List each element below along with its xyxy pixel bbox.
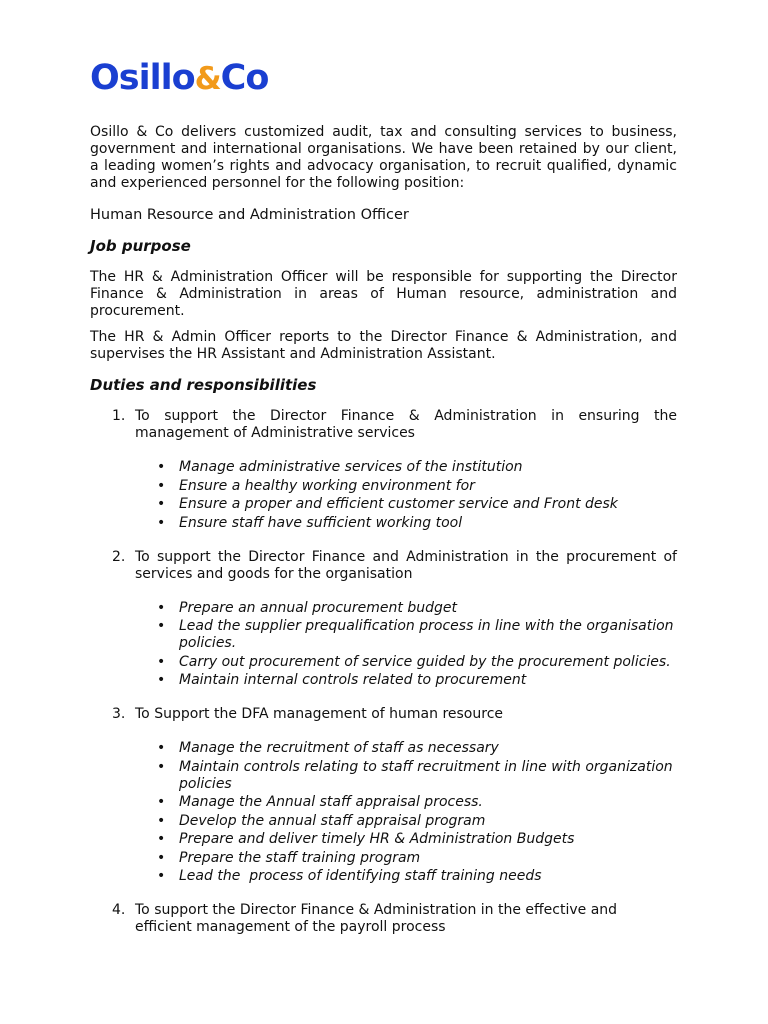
- position-title: Human Resource and Administration Officer: [90, 207, 409, 223]
- bullet-icon: •: [157, 618, 166, 634]
- duty-number: 2.: [112, 548, 126, 565]
- bullet-icon: •: [157, 868, 166, 884]
- bullet-icon: •: [157, 794, 166, 810]
- bullet-icon: •: [157, 477, 166, 494]
- list-item: • Carry out procurement of service guided by the procurement policies.: [157, 653, 671, 670]
- duty-text: To support the Director Finance & Administration in the effective and efficient management of the payroll process: [135, 902, 618, 935]
- duties-list: [90, 408, 677, 936]
- logo-ampersand: &: [194, 61, 221, 97]
- duty-number: 1.: [112, 408, 126, 424]
- duty-item-3: [90, 706, 677, 885]
- list-item: • Lead the process of identifying staff training needs: [157, 868, 542, 884]
- list-item: • Maintain internal controls related to procurement: [157, 672, 527, 688]
- duties-heading: Duties and responsibilities: [90, 376, 317, 394]
- bullet-icon: •: [157, 812, 166, 829]
- duty-number: 4.: [112, 902, 126, 918]
- bullet-icon: •: [157, 459, 166, 475]
- duty-text: To support the Director Finance & Administration in ensuring the management of Administrative services: [135, 408, 677, 441]
- list-item: • Prepare an annual procurement budget: [157, 599, 457, 616]
- list-item: • Maintain controls relating to staff recruitment in line with organization policies: [157, 758, 673, 792]
- list-item: • Manage the recruitment of staff as necessary: [157, 740, 499, 756]
- job-purpose-paragraph-2: The HR & Admin Officer reports to the Director Finance & Administration, and supervises the HR Assistant and Administration Assistant.: [90, 329, 677, 362]
- duty-text: To Support the DFA management of human resource: [135, 706, 503, 722]
- list-item: • Lead the supplier prequalification process in line with the organisation policies.: [157, 618, 674, 651]
- bullet-icon: •: [157, 672, 166, 688]
- intro-paragraph: Osillo & Co delivers customized audit, tax and consulting services to business, government and international organisations. We have been retained by our client, a leading women’s rights and advocacy organisation, to recruit qualified, dynamic and experienced personnel for the following position:: [90, 124, 677, 191]
- bullet-icon: •: [157, 599, 166, 616]
- bullet-icon: •: [157, 849, 166, 866]
- document-body: [90, 124, 677, 953]
- job-purpose-paragraph-1: The HR & Administration Officer will be responsible for supporting the Director Finance & Administration in areas of Human resource, administration and procurement.: [90, 269, 677, 319]
- duty-item-4: [90, 902, 677, 936]
- list-item: • Manage administrative services of the institution: [157, 459, 523, 475]
- bullet-icon: •: [157, 514, 166, 531]
- duty-item-2: [90, 549, 677, 690]
- duty-item-1: [90, 408, 677, 532]
- bullet-icon: •: [157, 740, 166, 756]
- bullet-icon: •: [157, 653, 166, 670]
- duty-text: To support the Director Finance and Administration in the procurement of services and goods for the organisation: [135, 548, 677, 582]
- bullet-icon: •: [157, 496, 166, 512]
- task-list: [135, 600, 677, 690]
- bullet-icon: •: [157, 831, 166, 847]
- list-item: • Prepare and deliver timely HR & Administration Budgets: [157, 831, 575, 847]
- duty-number: 3.: [112, 706, 126, 722]
- job-purpose-heading: Job purpose: [90, 237, 191, 255]
- list-item: • Ensure staff have sufficient working tool: [157, 514, 463, 531]
- list-item: • Develop the annual staff appraisal program: [157, 812, 486, 829]
- task-list: [135, 459, 677, 532]
- list-item: • Ensure a healthy working environment for: [157, 477, 475, 494]
- bullet-icon: •: [157, 758, 166, 775]
- logo-text-osillo: Osillo: [90, 58, 195, 98]
- company-logo: [90, 58, 268, 98]
- logo-text-co: Co: [220, 58, 269, 98]
- list-item: • Manage the Annual staff appraisal process.: [157, 794, 483, 810]
- task-list: [135, 740, 677, 885]
- list-item: • Ensure a proper and efficient customer service and Front desk: [157, 496, 618, 512]
- list-item: • Prepare the staff training program: [157, 849, 421, 866]
